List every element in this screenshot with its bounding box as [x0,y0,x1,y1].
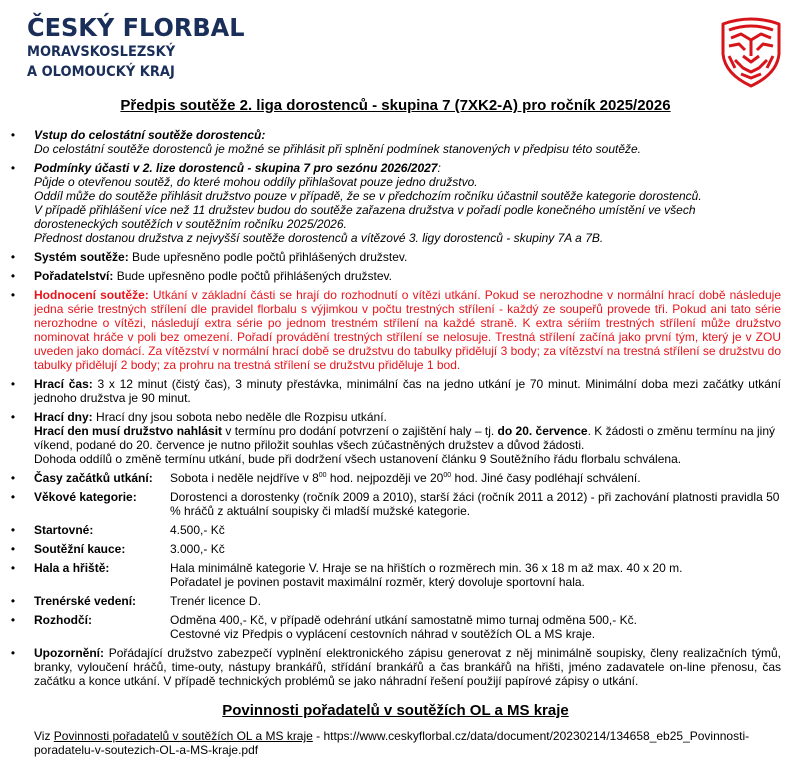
bullet-icon: • [10,523,16,537]
list-item-hraci-cas [6,377,781,405]
item-text: Do celostátní soutěže dorostenců je možné se přihlásit při splnění podmínek stanovených v předpisu této soutěže. [34,142,642,156]
time-sup: 00 [318,472,327,479]
item-text: Trenér licence D. [170,594,261,608]
item-label: Hala a hřiště: [34,561,110,575]
list-item-poradatelstvi [6,269,781,283]
item-label: Hrací čas: [34,377,93,391]
item-text: Utkání v základní části se hrají do rozhodnutí o vítězi utkání. Pokud se nerozhodne v normální hrací době následuje jedna série trestných střílení dle pravidel florbalu s výjimkou v počtu trestných střílení - každý ze soupeřů provede tři. Pokud ani tato série nerozhodne o vítězi, následují extra série po jednom trestném střílení na každé straně. K extra sériím trestných střílení může družstvo nominovat hráče v poli bez omezení. Pořadí provádění trestných střílení se nelosuje. Trestná střílení začíná jako první tým, který je v ZOU uveden jako domácí. Za vítězství v normální hrací době se družstvu do tabulky přidělují 3 body; za vítězství na trestná střílení se družstvu do tabulky přidělují 2 body; za prohru na trestná střílení se družstvu přiděluje 1 bod. [34,288,781,372]
item-text: Dorostenci a dorostenky (ročník 2009 a 2010), starší žáci (ročník 2011 a 2012) - při zachování platnosti pravidla 50 % hráčů z aktuální soupisky či mladší mužské kategorie. [170,490,780,518]
bullet-icon: • [10,377,16,391]
time-sup: 00 [443,472,452,479]
item-text-line: Oddíl může do soutěže přihlásit družstvo pouze v případě, že se v předchozím ročníku účastnil soutěže kategorie dorostenců. [34,189,702,203]
lion-shield-icon [717,16,785,88]
item-text-line: V případě přihlášení více než 11 družstev budou do soutěže zařazena družstva v pořadí podle konečného umístění ve všech dorosteneckých soutěžích v soutěžním ročníku 2025/2026. [34,203,696,231]
bullet-icon: • [10,561,16,575]
item-label: Časy začátků utkání: [34,471,153,485]
item-deadline: do 20. července [497,424,588,438]
item-label: Upozornění: [34,646,104,660]
page-title: Předpis soutěže 2. liga dorostenců - skupina 7 (7XK2-A) pro ročník 2025/2026 [120,97,671,114]
item-text: 3 x 12 minut (čistý čas), 3 minuty přestávka, minimální čas na jedno utkání je 70 minut. Minimální doba mezi začátky utkání jednoho družstva je 90 minut. [34,377,781,405]
bullet-icon: • [10,594,16,608]
brand-region-line1: MORAVSKOSLEZSKÝ [27,44,176,60]
item-emphasis: Hrací den musí družstvo nahlásit [34,424,223,438]
bullet-icon: • [10,410,16,424]
item-text: hod. Jiné časy podléhají schválení. [451,471,641,485]
brand-title: ČESKÝ FLORBAL [27,13,245,42]
item-text: Bude upřesněno podle počtů přihlášených družstev. [132,250,408,264]
list-item-startovne [6,523,781,537]
bullet-icon: • [10,250,16,264]
bullet-icon: • [10,128,16,142]
item-text-line: Pořadatel je povinen postavit maximální rozměr, který dovoluje sportovní hala. [170,575,585,589]
item-label: Systém soutěže: [34,250,129,264]
item-label: Věkové kategorie: [34,490,137,504]
item-text-line: Přednost dostanou družstva z nejvyšší soutěže dorostenců a vítězové 3. ligy dorostenců - skupiny 7A a 7B. [34,231,604,245]
bullet-icon: • [10,613,16,627]
viz-prefix: Viz [34,729,54,743]
item-text-line: Odměna 400,- Kč, v případě odehrání utkání samostatně mimo turnaj odměna 500,- Kč. [170,613,637,627]
rules-list [6,128,781,693]
viz-url: - https://www.ceskyflorbal.cz/data/document/20230214/134658_eb25_Povinnosti-poradatelu-v-soutezich-OL-a-MS-kraje.pdf [34,729,750,757]
list-item-kauce [6,542,781,556]
item-text: Bude upřesněno podle počtů přihlášených družstev. [116,269,392,283]
list-item-podminky [6,161,781,245]
list-item-system [6,250,781,264]
item-label: Pořadatelství: [34,269,114,283]
bullet-icon: • [10,542,16,556]
section-title-povinnosti: Povinnosti pořadatelů v soutěžích OL a MS kraje [222,702,569,719]
item-text: Hrací dny jsou sobota nebo neděle dle Rozpisu utkání. [96,410,387,424]
item-text-line: Cestovné viz Předpis o vyplácení cestovních náhrad v soutěžích OL a MS kraje. [170,627,596,641]
povinnosti-link[interactable]: Povinnosti pořadatelů v soutěžích OL a MS kraje [53,729,313,743]
item-text-line: Hala minimálně kategorie V. Hraje se na hřištích o rozměrech min. 36 x 18 m až max. 40 x 20 m. [170,561,683,575]
brand-region-line2: A OLOMOUCKÝ KRAJ [27,64,175,80]
list-item-hala [6,561,781,589]
item-text: hod. nejpozději ve 20 [326,471,444,485]
povinnosti-reference [34,729,774,757]
bullet-icon: • [10,161,16,175]
list-item-casy [6,471,781,485]
item-label: Startovné: [34,523,94,537]
brand-header [27,14,254,82]
bullet-icon: • [10,471,16,485]
item-text-line: Dohoda oddílů o změně termínu utkání, bude při dodržení všech ustanovení článku 9 Soutěžního řádu florbalu schválena. [34,452,682,466]
item-text-line: Půjde o otevřenou soutěž, do které mohou oddíly přihlašovat pouze jedno družstvo. [34,175,478,189]
item-text: Sobota i neděle nejdříve v 8 [170,471,319,485]
item-label: Trenérské vedení: [34,594,137,608]
item-label: Vstup do celostátní soutěže dorostenců: [34,128,266,142]
list-item-hraci-dny [6,410,781,466]
item-text: 3.000,- Kč [170,542,225,556]
item-text: Pořádající družstvo zabezpečí vyplnění elektronického zápisu generovat z něj minimálně soupisky, členy realizačních týmů, branky, vyloučení hráčů, time-outy, nástupy brankářů, střídání brankářů a čas brankářů na hřišti, jméno zadavatele on-line přenosu, čas začátku a konce utkání. V případě technických problémů se jako náhradní řešení použijí papírové zápisy o utkání. [34,646,781,688]
list-item-rozhodci [6,613,781,641]
bullet-icon: • [10,269,16,283]
item-text: 4.500,- Kč [170,523,225,537]
item-label-suffix: : [437,161,441,175]
item-label: Soutěžní kauce: [34,542,126,556]
item-text: . K žádosti o změnu termínu na jiný víkend, podané do 20. července je nutno přiložit souhlas všech zúčastněných družstev a důvod žádosti. [34,424,776,452]
list-item-hodnoceni [6,288,781,372]
bullet-icon: • [10,288,16,302]
bullet-icon: • [10,646,16,660]
item-text: v termínu pro dodání potvrzení o zajištění haly – tj. [222,424,498,438]
list-item-vekove [6,490,781,518]
list-item-vstup [6,128,781,156]
item-label: Rozhodčí: [34,613,92,627]
list-item-upozorneni [6,646,781,688]
list-item-trener [6,594,781,608]
bullet-icon: • [10,490,16,504]
item-label: Hodnocení soutěže: [34,288,149,302]
item-label: Hrací dny: [34,410,93,424]
item-label: Podmínky účasti v 2. lize dorostenců - skupina 7 pro sezónu 2026/2027 [34,161,438,175]
